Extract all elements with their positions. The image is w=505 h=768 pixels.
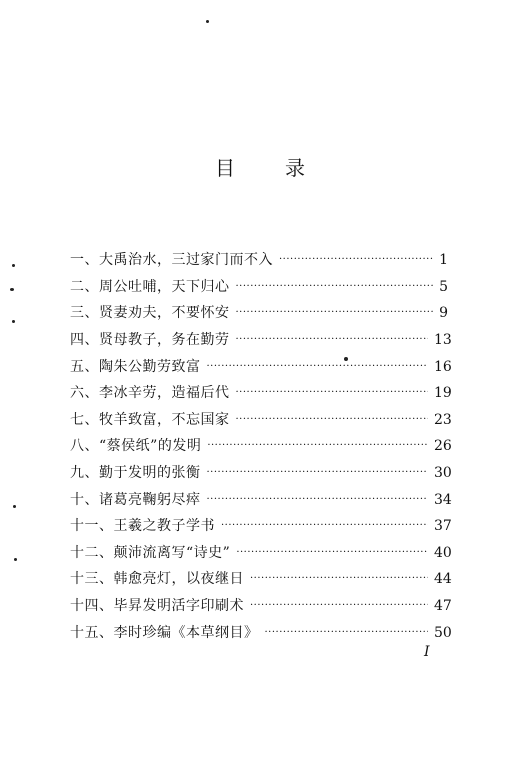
- toc-leader-dots: [207, 468, 429, 478]
- toc-entry-page: 47: [434, 598, 452, 615]
- toc-leader-dots: [207, 495, 429, 505]
- toc-leader-dots: [250, 574, 428, 584]
- page-folio-number: I: [424, 644, 430, 660]
- toc-entry-page: 9: [439, 305, 448, 322]
- toc-entry-page: 19: [434, 385, 452, 402]
- toc-entry-title: 五、陶朱公勤劳致富: [70, 358, 201, 375]
- toc-entry-title: 二、周公吐哺，天下归心: [70, 278, 230, 295]
- toc-entry: [70, 566, 452, 593]
- scan-speck-left-5: [14, 558, 17, 561]
- toc-entry: [70, 407, 452, 434]
- toc-leader-dots: [236, 548, 428, 558]
- toc-leader-dots: [236, 282, 434, 292]
- toc-entry-title: 十一、王羲之教子学书: [70, 518, 215, 535]
- toc-entry: [70, 486, 452, 513]
- toc-leader-dots: [207, 362, 429, 372]
- toc-entry: [70, 540, 452, 567]
- toc-entry-title: 十四、毕昇发明活字印刷术: [70, 598, 244, 615]
- toc-entry: [70, 593, 452, 620]
- toc-entry-title: 一、大禹治水，三过家门而不入: [70, 252, 273, 269]
- toc-entry: [70, 433, 452, 460]
- toc-entry-page: 40: [434, 544, 452, 561]
- toc-leader-dots: [279, 255, 433, 265]
- toc-entry: [70, 380, 452, 407]
- scan-speck-left-1: [12, 264, 15, 267]
- toc-entry-title: 八、“蔡侯纸”的发明: [70, 438, 202, 455]
- scan-speck-left-2: [10, 288, 14, 291]
- toc-entry-page: 1: [439, 252, 448, 269]
- toc-entry: [70, 619, 452, 646]
- toc-entry-title: 四、贤母教子，务在勤劳: [70, 332, 230, 349]
- toc-entry: [70, 274, 448, 301]
- toc-entry-title: 六、李冰辛劳，造福后代: [70, 385, 230, 402]
- toc-entry: [70, 353, 452, 380]
- toc-entry-title: 三、贤妻劝夫，不要怀安: [70, 305, 230, 322]
- toc-leader-dots: [236, 308, 434, 318]
- toc-title: [215, 152, 305, 181]
- scan-speck-left-4: [13, 505, 16, 508]
- toc-entry-page: 50: [434, 624, 452, 641]
- toc-entry-page: 34: [434, 491, 452, 508]
- toc-entry: [70, 327, 452, 354]
- toc-entry-title: 九、勤于发明的张衡: [70, 465, 201, 482]
- toc-leader-dots: [265, 628, 429, 638]
- toc-list: [70, 247, 452, 646]
- toc-entry-title: 七、牧羊致富，不忘国家: [70, 411, 230, 428]
- toc-leader-dots: [236, 335, 429, 345]
- scan-speck-top: [206, 20, 209, 23]
- toc-entry-title: 十二、颠沛流离写“诗史”: [70, 544, 231, 561]
- toc-entry-page: 26: [434, 438, 452, 455]
- toc-entry: [70, 300, 448, 327]
- toc-entry-page: 30: [434, 465, 452, 482]
- toc-entry-page: 5: [439, 278, 448, 295]
- toc-entry: [70, 513, 452, 540]
- toc-entry-page: 23: [434, 411, 452, 428]
- toc-entry-title: 十五、李时珍编《本草纲目》: [70, 624, 259, 641]
- toc-leader-dots: [250, 601, 428, 611]
- toc-entry-page: 37: [434, 518, 452, 535]
- toc-leader-dots: [207, 441, 428, 451]
- toc-leader-dots: [221, 521, 428, 531]
- toc-entry-title: 十三、韩愈亮灯，以夜继日: [70, 571, 244, 588]
- toc-entry-page: 16: [434, 358, 452, 375]
- toc-entry: [70, 460, 452, 487]
- toc-title-char-2: 录: [285, 156, 305, 180]
- toc-entry: [70, 247, 448, 274]
- toc-leader-dots: [236, 388, 429, 398]
- toc-leader-dots: [236, 415, 429, 425]
- toc-title-char-1: 目: [215, 156, 235, 180]
- toc-entry-page: 13: [434, 332, 452, 349]
- toc-entry-title: 十、诸葛亮鞠躬尽瘁: [70, 491, 201, 508]
- toc-entry-page: 44: [434, 571, 452, 588]
- scan-speck-left-3: [12, 320, 15, 323]
